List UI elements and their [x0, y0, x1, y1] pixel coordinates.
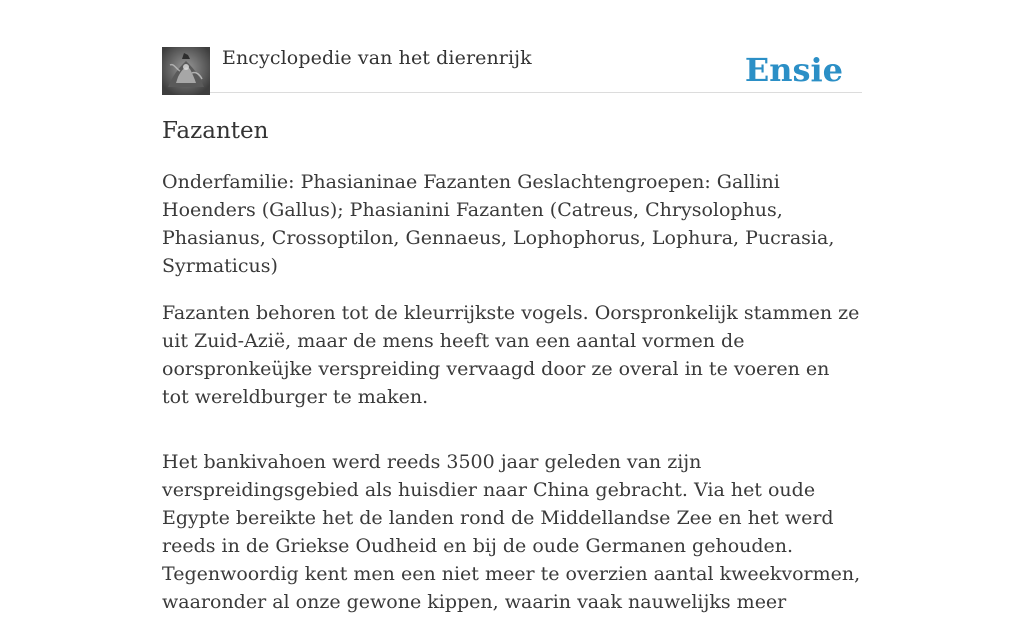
page	[162, 0, 862, 613]
avatar-image	[162, 47, 210, 95]
paragraph-classification: Onderfamilie: Phasianinae Fazanten Geslachtengroepen: Gallini Hoenders (Gallus); Phasianini Fazanten (Catreus, Chrysolophus, Phasianus, Crossoptilon, Gennaeus, Lophophorus, Lophura, Pucrasia, Syrmaticus)	[162, 171, 835, 277]
source-title[interactable]: Encyclopedie van het dierenrijk	[222, 47, 532, 69]
header	[162, 0, 862, 93]
brand-logo[interactable]: Ensie	[744, 51, 843, 89]
article-title: Fazanten	[162, 118, 269, 144]
article-body	[162, 168, 862, 635]
paragraph-history: Het bankivahoen werd reeds 3500 jaar geleden van zijn verspreidingsgebied als huisdier naar China gebracht. Via het oude Egypte bereikte het de landen rond de Middellandse Zee en het werd reeds in de Griekse Oudheid en bij de oude Germanen gehouden. Tegenwoordig kent men een niet meer te overzien aantal kweekvormen, waaronder al onze gewone kippen, waarin vaak nauwelijks meer	[162, 451, 861, 613]
paragraph-intro: Fazanten behoren tot de kleurrijkste vogels. Oorspronkelijk stammen ze uit Zuid-Azië, maar de mens heeft van een aantal vormen de oorspronkeüjke verspreiding vervaagd door ze overal in te voeren en tot wereldburger te maken.	[162, 302, 860, 408]
encyclopedia-avatar-icon[interactable]	[162, 47, 210, 95]
